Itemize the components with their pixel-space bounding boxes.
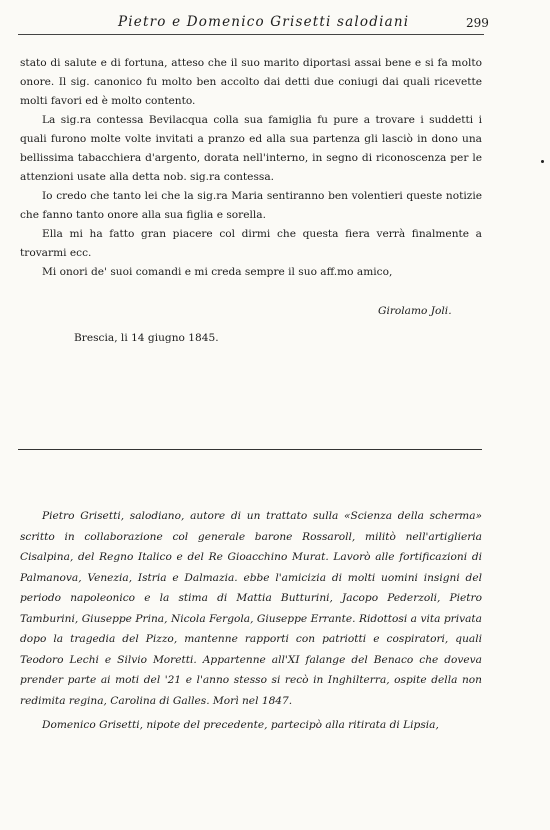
letter-closing: Mi onori de' suoi comandi e mi creda sempre il suo aff.mo amico, bbox=[42, 266, 393, 278]
note-paragraph: Domenico Grisetti, nipote del precedente, partecipò alla ritirata di Lipsia, bbox=[42, 719, 439, 731]
letter-signature: Girolamo Joli. bbox=[378, 305, 452, 317]
letter-paragraph: Ella mi ha fatto gran piacere col dirmi che questa fiera verrà finalmente a trovarmi ecc. bbox=[20, 228, 482, 259]
letter-paragraph: Io credo che tanto lei che la sig.ra Maria sentiranno ben volentieri queste notizie che fanno tanto onore alla sua figlia e sorella. bbox=[20, 190, 482, 221]
letter-paragraph: stato di salute e di fortuna, atteso che il suo marito diportasi assai bene e si fa molto onore. Il sig. canonico fu molto ben accolto dai detti due coniugi dai quali ricevette molti favori ed è molto contento. bbox=[20, 57, 482, 107]
page-number: 299 bbox=[466, 16, 489, 30]
letter-paragraph: La sig.ra contessa Bevilacqua colla sua famiglia fu pure a trovare i suddetti i quali furono molte volte invitati a pranzo ed alla sua partenza gli lasciò in dono una bellissima tabacchiera d'argento, dorata nell'interno, in segno di riconoscenza per le attenzioni usate alla detta nob. sig.ra contessa. bbox=[20, 114, 482, 183]
letter-body bbox=[20, 54, 482, 282]
margin-mark bbox=[541, 160, 544, 163]
letter-place-date: Brescia, li 14 giugno 1845. bbox=[74, 332, 219, 344]
biographical-notes bbox=[20, 506, 482, 740]
section-divider bbox=[18, 449, 482, 450]
running-title: Pietro e Domenico Grisetti salodiani bbox=[118, 14, 410, 30]
header-rule bbox=[18, 34, 484, 35]
note-paragraph: Pietro Grisetti, salodiano, autore di un trattato sulla «Scienza della scherma» scritto in collaborazione col generale barone Rossaroll, militò nell'artiglieria Cisalpina, del Regno Italico e del Re Gioacchino Murat. Lavorò alle fortificazioni di Palmanova, Venezia, Istria e Dalmazia. ebbe l'amicizia di molti uomini insigni del periodo napoleonico e la stima di Mattia Butturini, Jacopo Pederzoli, Pietro Tamburini, Giuseppe Prina, Nicola Fergola, Giuseppe Errante. Ridottosi a vita privata dopo la tragedia del Pizzo, mantenne rapporti con patriotti e cospiratori, quali Teodoro Lechi e Silvio Moretti. Appartenne all'XI falange del Benaco che doveva prender parte ai moti del '21 e l'anno stesso si recò in Inghilterra, ospite della non redimita regina, Carolina di Galles. Morì nel 1847. bbox=[20, 510, 482, 707]
